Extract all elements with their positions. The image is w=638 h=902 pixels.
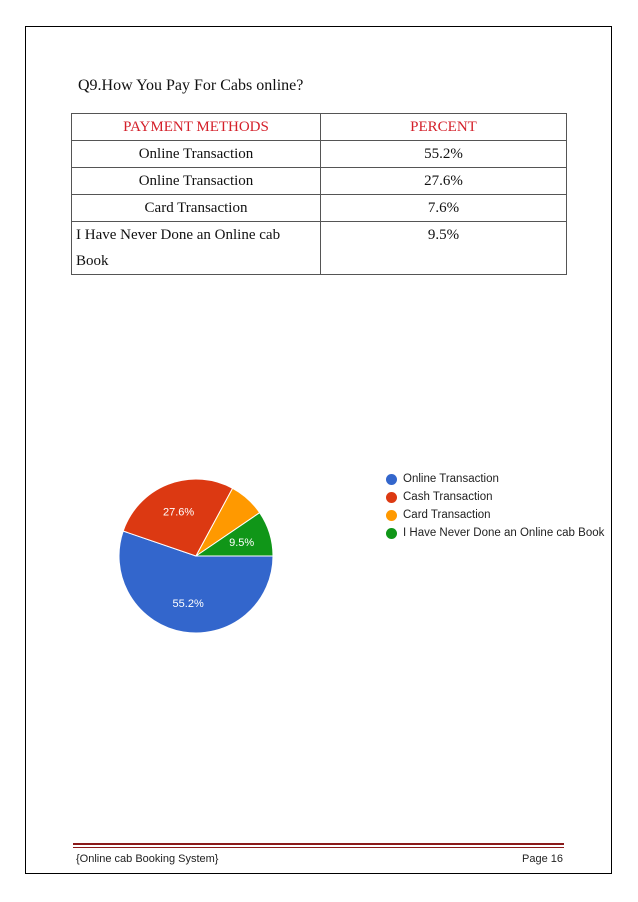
payment-methods-table [71,113,567,275]
percent-cell: 9.5% [321,222,567,275]
table-row [72,222,567,275]
method-cell: Online Transaction [72,168,321,195]
legend-item-cash-transaction [386,488,604,506]
legend-swatch [386,474,397,485]
table-row [72,168,567,195]
method-cell: Online Transaction [72,141,321,168]
legend-label: Card Transaction [403,509,491,521]
percent-cell: 55.2% [321,141,567,168]
legend-swatch [386,510,397,521]
percent-cell: 27.6% [321,168,567,195]
footer-divider [73,843,564,845]
legend-swatch [386,528,397,539]
percent-cell: 7.6% [321,195,567,222]
method-cell: Card Transaction [72,195,321,222]
page-number: Page 16 [522,853,563,865]
pie-label-i-have-never-done-an-online-cab-book: 9.5% [229,536,255,549]
legend-label: I Have Never Done an Online cab Book [403,527,605,539]
method-cell: I Have Never Done an Online cab Book [72,222,321,275]
legend-label: Online Transaction [403,473,499,485]
footer-divider-thin [73,847,564,848]
table-row [72,141,567,168]
legend-item-i-have-never-done-an-online-cab-book [386,524,604,542]
legend-swatch [386,492,397,503]
table-header-row [72,114,567,141]
question-heading: Q9.How You Pay For Cabs online? [78,77,304,94]
footer-title: {Online cab Booking System} [76,853,219,865]
chart-legend [386,470,604,542]
header-percent: PERCENT [321,114,567,141]
pie-label-online-transaction: 55.2% [172,598,204,611]
payment-pie-chart [110,466,290,646]
pie-label-cash-transaction: 27.6% [163,506,195,519]
legend-label: Cash Transaction [403,491,493,503]
legend-item-online-transaction [386,470,604,488]
table-row [72,195,567,222]
legend-item-card-transaction [386,506,604,524]
header-payment-methods: PAYMENT METHODS [72,114,321,141]
